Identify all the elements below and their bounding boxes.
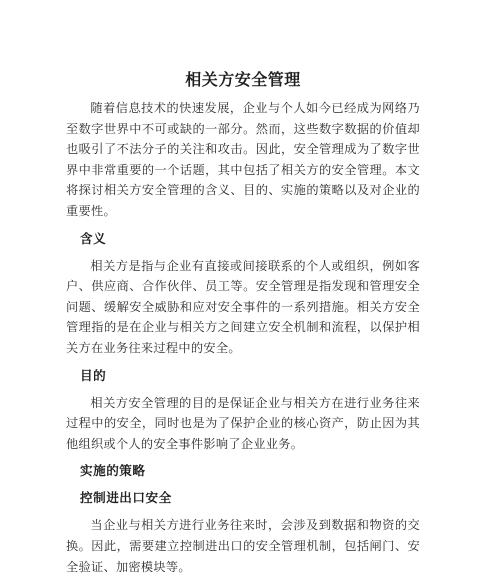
section-body-import-export-control: 当企业与相关方进行业务往来时，会涉及到数据和物资的交换。因此，需要建立控制进出口的安全管理机制，包括闸门、安全验证、加密模块等。 [66, 518, 420, 574]
section-heading-purpose: 目的 [80, 367, 107, 383]
section-heading-import-export-control: 控制进出口安全 [80, 490, 172, 506]
section-body-meaning: 相关方是指与企业有直接或间接联系的个人或组织，例如客户、供应商、合作伙伴、员工等。安全管理是指发现和管理安全问题、缓解安全威胁和应对安全事件的一系列措施。相关方安全管理指的是在企业与相关方之间建立安全机制和流程，以保护相关方在业务往来过程中的安全。 [66, 258, 420, 355]
section-body-purpose: 相关方安全管理的目的是保证企业与相关方在进行业务往来过程中的安全，同时也是为了保护企业的核心资产，防止因为其他组织或个人的安全事件影响了企业业务。 [66, 395, 420, 451]
section-heading-strategy: 实施的策略 [80, 463, 146, 479]
document-title: 相关方安全管理 [185, 70, 301, 89]
section-heading-meaning: 含义 [80, 230, 107, 246]
intro-paragraph: 随着信息技术的快速发展，企业与个人如今已经成为网络乃至数字世界中不可或缺的一部分。然而，这些数字数据的价值却也吸引了不法分子的关注和攻击。因此，安全管理成为了数字世界中非常重要的一个话题，其中包括了相关方的安全管理。本文将探讨相关方安全管理的含义、目的、实施的策略以及对企业的重要性。 [66, 101, 420, 218]
